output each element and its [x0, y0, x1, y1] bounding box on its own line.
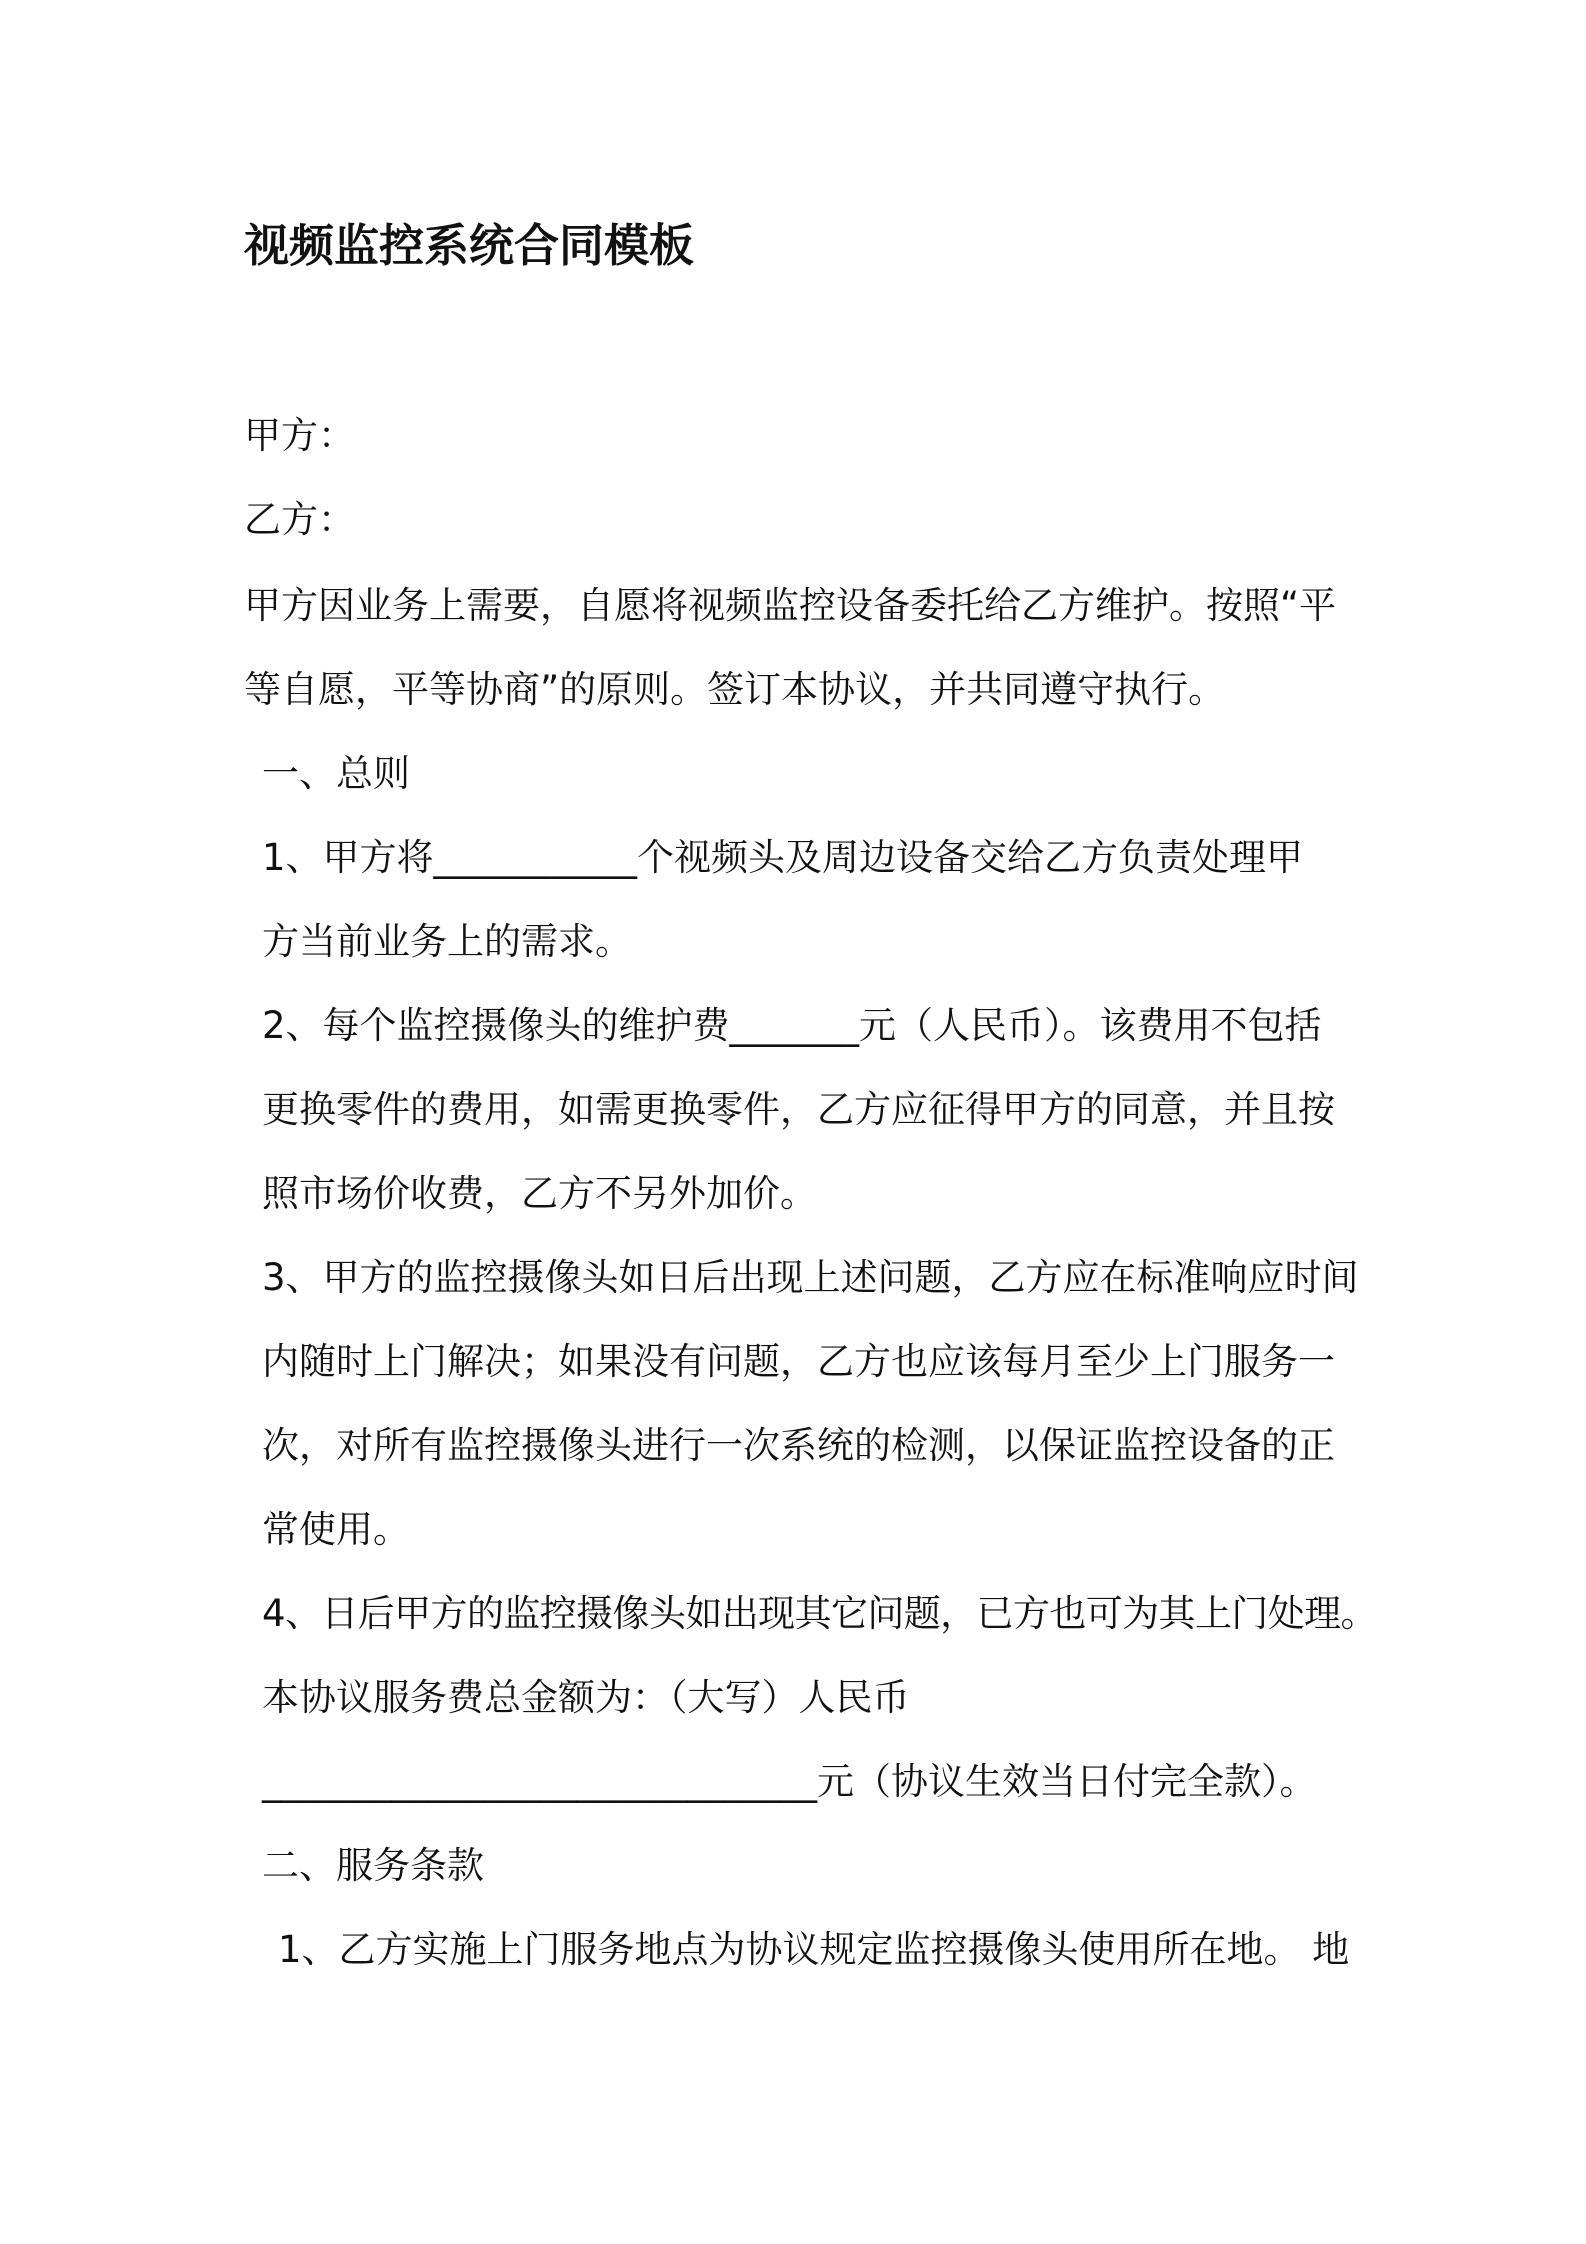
clause-3-line-3: 次，对所有监控摄像头进行一次系统的检测，以保证监控设备的正	[262, 1424, 1335, 1467]
clause-4-line-1: 4、日后甲方的监控摄像头如出现其它问题，已方也可为其上门处理。	[262, 1592, 1377, 1635]
clause-1-line-2: 方当前业务上的需求。	[262, 920, 632, 963]
clause-3-line-2: 内随时上门解决；如果没有问题，乙方也应该每月至少上门服务一	[262, 1340, 1335, 1383]
document-title: 视频监控系统合同模板	[244, 219, 695, 272]
intro-line-2: 等自愿，平等协商”的原则。签订本协议，并共同遵守执行。	[244, 668, 1226, 711]
intro-line-1: 甲方因业务上需要，自愿将视频监控设备委托给乙方维护。按照“平	[244, 584, 1337, 627]
clause-1-line-1: 1、甲方将___________个视频头及周边设备交给乙方负责处理甲	[262, 836, 1304, 879]
party-a-label: 甲方：	[244, 414, 355, 457]
clause-4-line-2: 本协议服务费总金额为：（大写）人民币	[262, 1676, 910, 1719]
clause-3-line-1: 3、甲方的监控摄像头如日后出现上述问题，乙方应在标准响应时间	[262, 1256, 1359, 1299]
clause-3-line-4: 常使用。	[262, 1508, 410, 1551]
clause-2-line-1: 2、每个监控摄像头的维护费_______元（人民币）。该费用不包括	[262, 1004, 1322, 1047]
clause-4-line-3: ______________________________元（协议生效当日付完全款）。	[262, 1760, 1317, 1803]
section-heading-service: 二、服务条款	[262, 1844, 484, 1887]
clause-2-line-3: 照市场价收费，乙方不另外加价。	[262, 1172, 817, 1215]
service-clause-1: 1、乙方实施上门服务地点为协议规定监控摄像头使用所在地。 地	[278, 1928, 1350, 1971]
section-heading-general: 一、总则	[262, 752, 410, 795]
party-b-label: 乙方：	[244, 498, 355, 541]
clause-2-line-2: 更换零件的费用，如需更换零件，乙方应征得甲方的同意，并且按	[262, 1088, 1335, 1131]
